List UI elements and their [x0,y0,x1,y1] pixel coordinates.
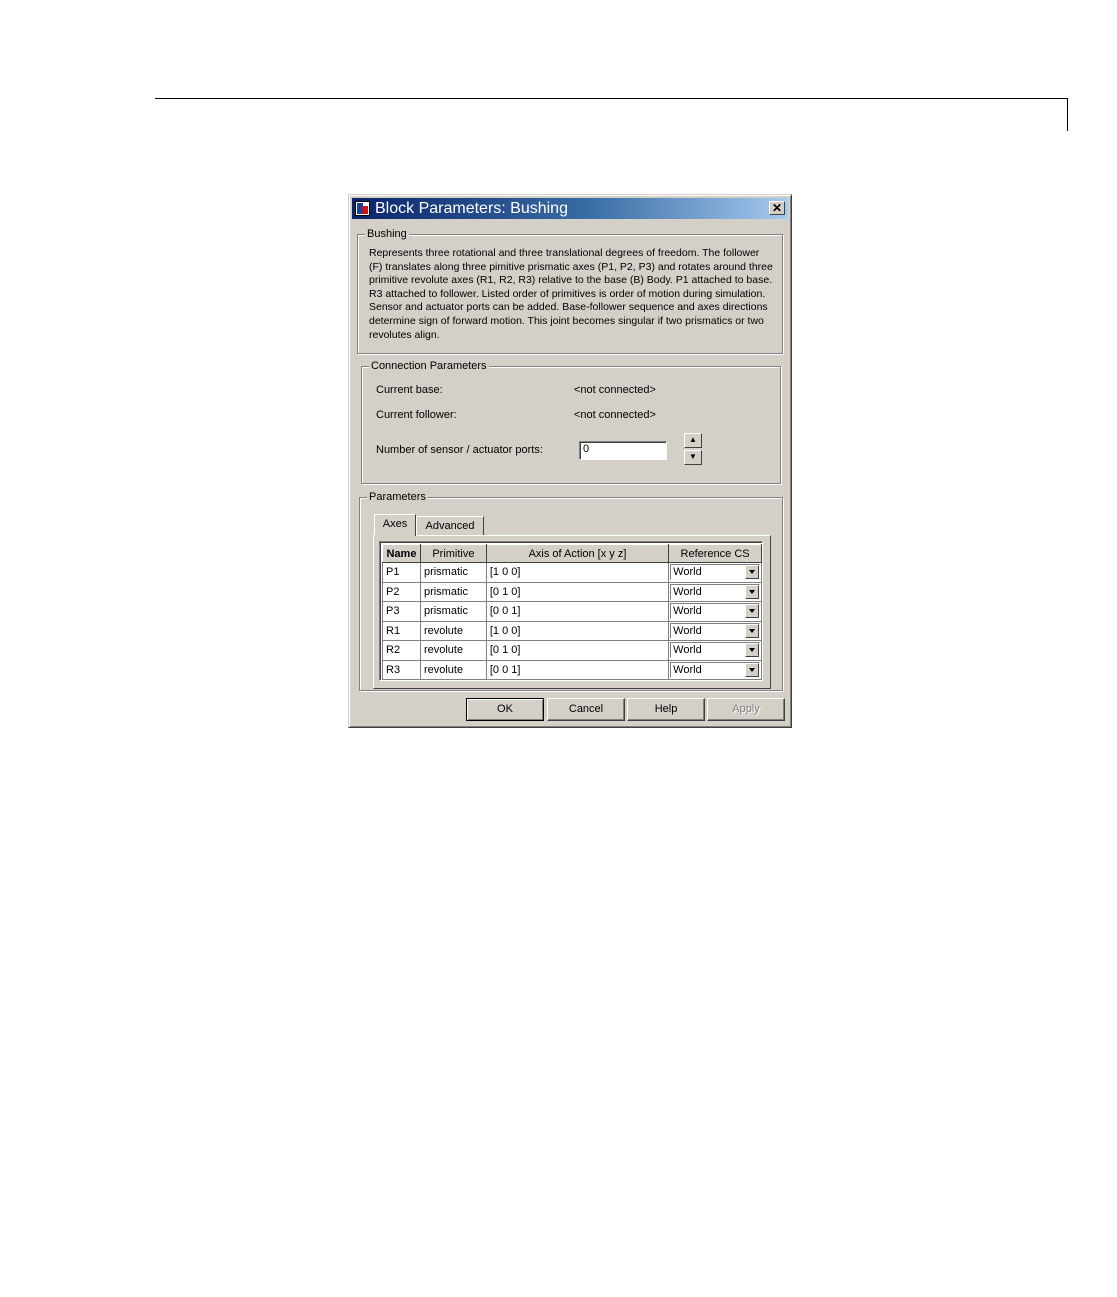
simulink-block-icon [355,201,370,216]
cell-name: R1 [383,621,421,641]
dialog-title: Block Parameters: Bushing [375,200,568,217]
ok-button[interactable]: OK [466,698,544,721]
reference-cs-value: World [673,566,702,579]
dropdown-arrow-icon[interactable] [745,663,759,677]
connection-legend: Connection Parameters [371,360,487,372]
ports-spin-down[interactable] [684,450,702,465]
cell-primitive[interactable]: prismatic [420,563,486,583]
cell-name: P3 [383,602,421,622]
reference-cs-dropdown[interactable] [670,603,760,619]
tab-axes[interactable]: Axes [374,514,416,536]
title-bar[interactable] [352,198,788,219]
parameters-legend: Parameters [369,491,426,503]
reference-cs-dropdown[interactable] [670,584,760,600]
table-row [383,602,762,622]
cancel-button[interactable]: Cancel [547,698,625,721]
axes-table [379,541,763,681]
close-button[interactable] [769,201,785,215]
current-base-label: Current base: [376,384,443,396]
cell-reference-cs [669,660,762,680]
connection-parameters-group [361,360,781,484]
cell-name: P2 [383,582,421,602]
dropdown-arrow-icon[interactable] [745,643,759,657]
reference-cs-value: World [673,644,702,657]
cell-name: R3 [383,660,421,680]
page-rule [155,98,1068,99]
cell-primitive[interactable]: revolute [420,641,486,661]
reference-cs-value: World [673,663,702,676]
reference-cs-dropdown[interactable] [670,662,760,678]
spin-up-icon: ▲ [689,435,697,444]
cell-axis[interactable]: [1 0 0] [486,563,668,583]
bushing-description: Represents three rotational and three translational degrees of freedom. The follower (F) translates along three pimitive prismatic axes (P1, P2, P3) and rotates around three primitive revolute axes (R1, R2, R3) relative to the base (B) Body. P1 attached to base. R3 attached to follower. Listed order of primitives is order of motion during simulation. Sensor and actuator ports can be added. Base-follower sequence and axes directions determine sign of forward motion. This joint becomes singular if two prismatics or two revolutes align. [369,247,773,341]
page-rule-tick [1067,98,1068,131]
column-header-primitive[interactable]: Primitive [420,545,486,563]
help-button[interactable]: Help [627,698,705,721]
cell-primitive[interactable]: prismatic [420,602,486,622]
cell-axis[interactable]: [1 0 0] [486,621,668,641]
cell-axis[interactable]: [0 0 1] [486,660,668,680]
current-follower-value: <not connected> [574,409,656,421]
cell-name: P1 [383,563,421,583]
ports-input[interactable]: 0 [579,441,667,460]
reference-cs-value: World [673,624,702,637]
reference-cs-value: World [673,585,702,598]
dropdown-arrow-icon[interactable] [745,604,759,618]
table-row [383,641,762,661]
cell-primitive[interactable]: revolute [420,621,486,641]
column-header-axis[interactable]: Axis of Action [x y z] [486,545,668,563]
dropdown-arrow-icon[interactable] [745,624,759,638]
axes-tab-panel [373,535,771,689]
current-base-value: <not connected> [574,384,656,396]
cell-primitive[interactable]: prismatic [420,582,486,602]
cell-reference-cs [669,641,762,661]
table-row [383,621,762,641]
spin-down-icon: ▼ [689,452,697,461]
current-follower-label: Current follower: [376,409,457,421]
cell-axis[interactable]: [0 1 0] [486,582,668,602]
dropdown-arrow-icon[interactable] [745,565,759,579]
block-parameters-dialog [348,194,792,728]
tab-advanced[interactable]: Advanced [416,516,484,536]
cell-reference-cs [669,621,762,641]
cell-axis[interactable]: [0 1 0] [486,641,668,661]
bushing-group [357,228,783,354]
table-row [383,582,762,602]
cell-reference-cs [669,602,762,622]
table-row [383,563,762,583]
cell-primitive[interactable]: revolute [420,660,486,680]
cell-reference-cs [669,563,762,583]
ports-spin-up[interactable] [684,433,702,448]
close-icon: ✕ [771,201,783,215]
apply-button[interactable]: Apply [707,698,785,721]
parameters-group [359,491,783,691]
cell-axis[interactable]: [0 0 1] [486,602,668,622]
dropdown-arrow-icon[interactable] [745,585,759,599]
table-row [383,660,762,680]
reference-cs-value: World [673,605,702,618]
reference-cs-dropdown[interactable] [670,564,760,580]
bushing-legend: Bushing [367,228,407,240]
column-header-reference-cs[interactable]: Reference CS [669,545,762,563]
column-header-name[interactable]: Name [383,545,421,563]
reference-cs-dropdown[interactable] [670,623,760,639]
ports-label: Number of sensor / actuator ports: [376,444,543,456]
reference-cs-dropdown[interactable] [670,642,760,658]
cell-name: R2 [383,641,421,661]
cell-reference-cs [669,582,762,602]
